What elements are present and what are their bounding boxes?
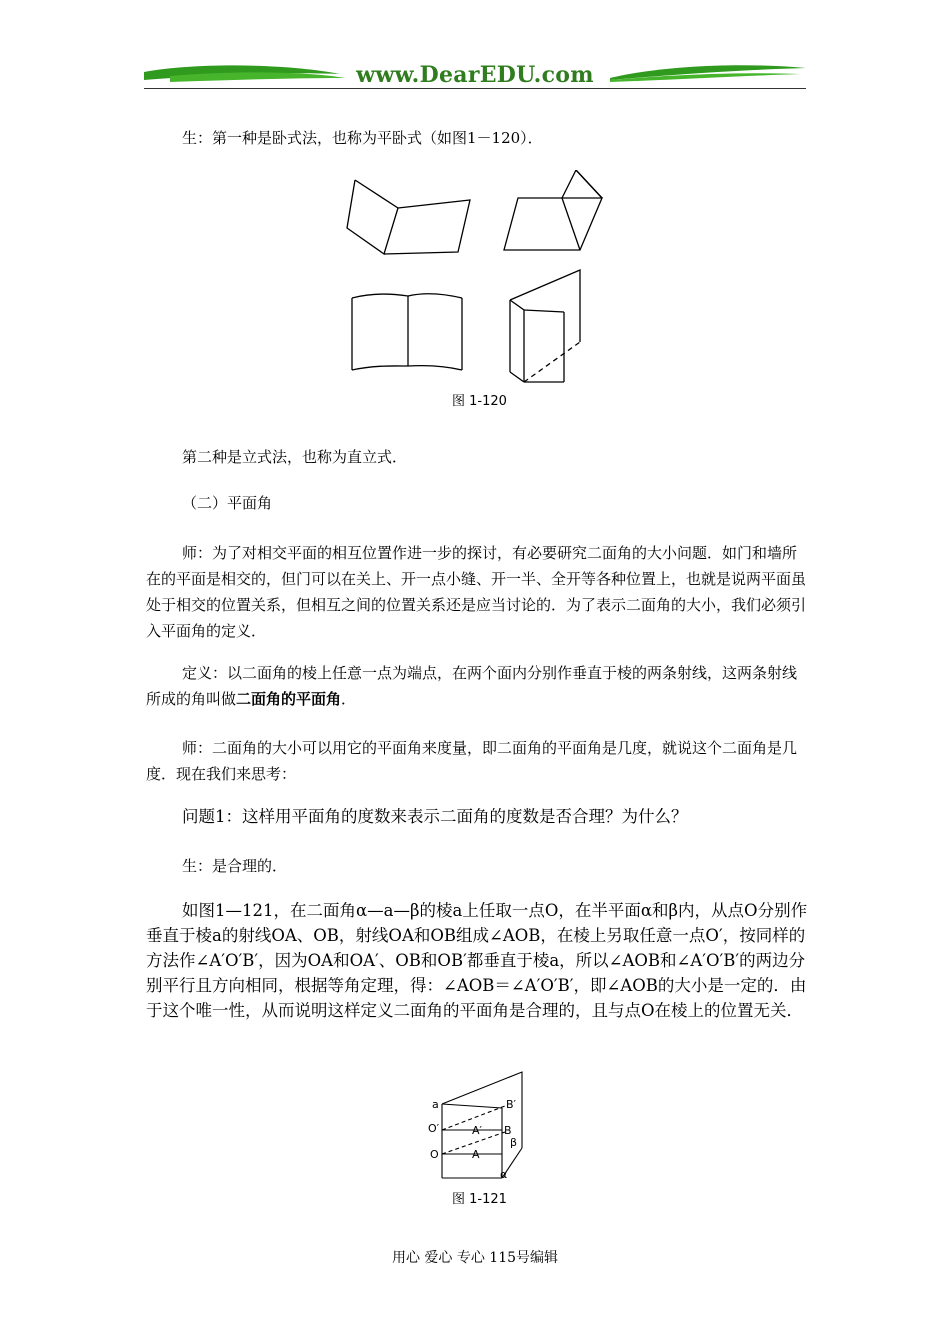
label-o: O (430, 1148, 439, 1161)
figure-1-121-caption: 图 1-121 (452, 1192, 507, 1207)
question-1: 问题1：这样用平面角的度数来表示二面角的度数是否合理？为什么？ (182, 807, 688, 826)
paragraph-9: 如图1—121，在二面角α—a—β的棱a上任取一点O，在半平面α和β内，从点O分别作垂直于棱a的射线OA、OB，射线OA和OB组成∠AOB，在棱上另取任意一点O′，按同样的方法作∠A′O′B′，因为OA和OA′、OB和OB′都垂直于棱a，所以∠AOB和∠A′O′B′的两边分别平行且方向相同，根据等角定理，得：∠AOB＝∠A′O′B′，即∠AOB的大小是一定的．由于这个唯一性，从而说明这样定义二面角的平面角是合理的，且与点O在棱上的位置无关． (146, 901, 808, 1020)
paragraph-2: 第二种是立式法，也称为直立式． (182, 448, 408, 466)
paragraph-definition (146, 660, 808, 712)
definition-term: 二面角的平面角 (236, 690, 342, 708)
header-rule (144, 88, 806, 89)
label-b-prime: B′ (506, 1098, 517, 1111)
definition-text: 定义：以二面角的棱上任意一点为端点，在两个面内分别作垂直于棱的两条射线，这两条射线所成的角叫做 (146, 664, 798, 708)
definition-end: ． (341, 690, 357, 708)
figure-1-120 (340, 170, 620, 410)
paragraph-6: 师：二面角的大小可以用它的平面角来度量，即二面角的平面角是几度，就说这个二面角是几度．现在我们来思考： (146, 739, 798, 783)
label-edge-a: a (432, 1098, 439, 1111)
figure-1-120-caption: 图 1-120 (452, 394, 507, 409)
figure-1-120-drawing (340, 170, 620, 410)
site-logo: www.DearEDU.com (356, 62, 594, 88)
section-heading-plane-angle: （二）平面角 (182, 494, 273, 512)
paragraph-4: 师：为了对相交平面的相互位置作进一步的探讨，有必要研究二面角的大小问题．如门和墙所在的平面是相交的，但门可以在关上、开一点小缝、开一半、全开等各种位置上，也就是说两平面虽处于相交的位置关系，但相互之间的位置关系还是应当讨论的．为了表示二面角的大小，我们必须引入平面角的定义． (146, 544, 807, 640)
paragraph-1: 生：第一种是卧式法，也称为平卧式（如图1－120）． (182, 129, 543, 147)
label-b: B (504, 1124, 512, 1137)
label-a-prime: A′ (472, 1124, 483, 1137)
figure-1-121 (420, 1068, 530, 1192)
label-alpha: α (500, 1168, 508, 1181)
page-footer: 用心 爱心 专心 115号编辑 (391, 1250, 559, 1266)
label-o-prime: O′ (428, 1122, 440, 1135)
label-beta: β (510, 1136, 518, 1149)
label-a: A (472, 1148, 480, 1161)
paragraph-8: 生：是合理的． (182, 857, 288, 875)
